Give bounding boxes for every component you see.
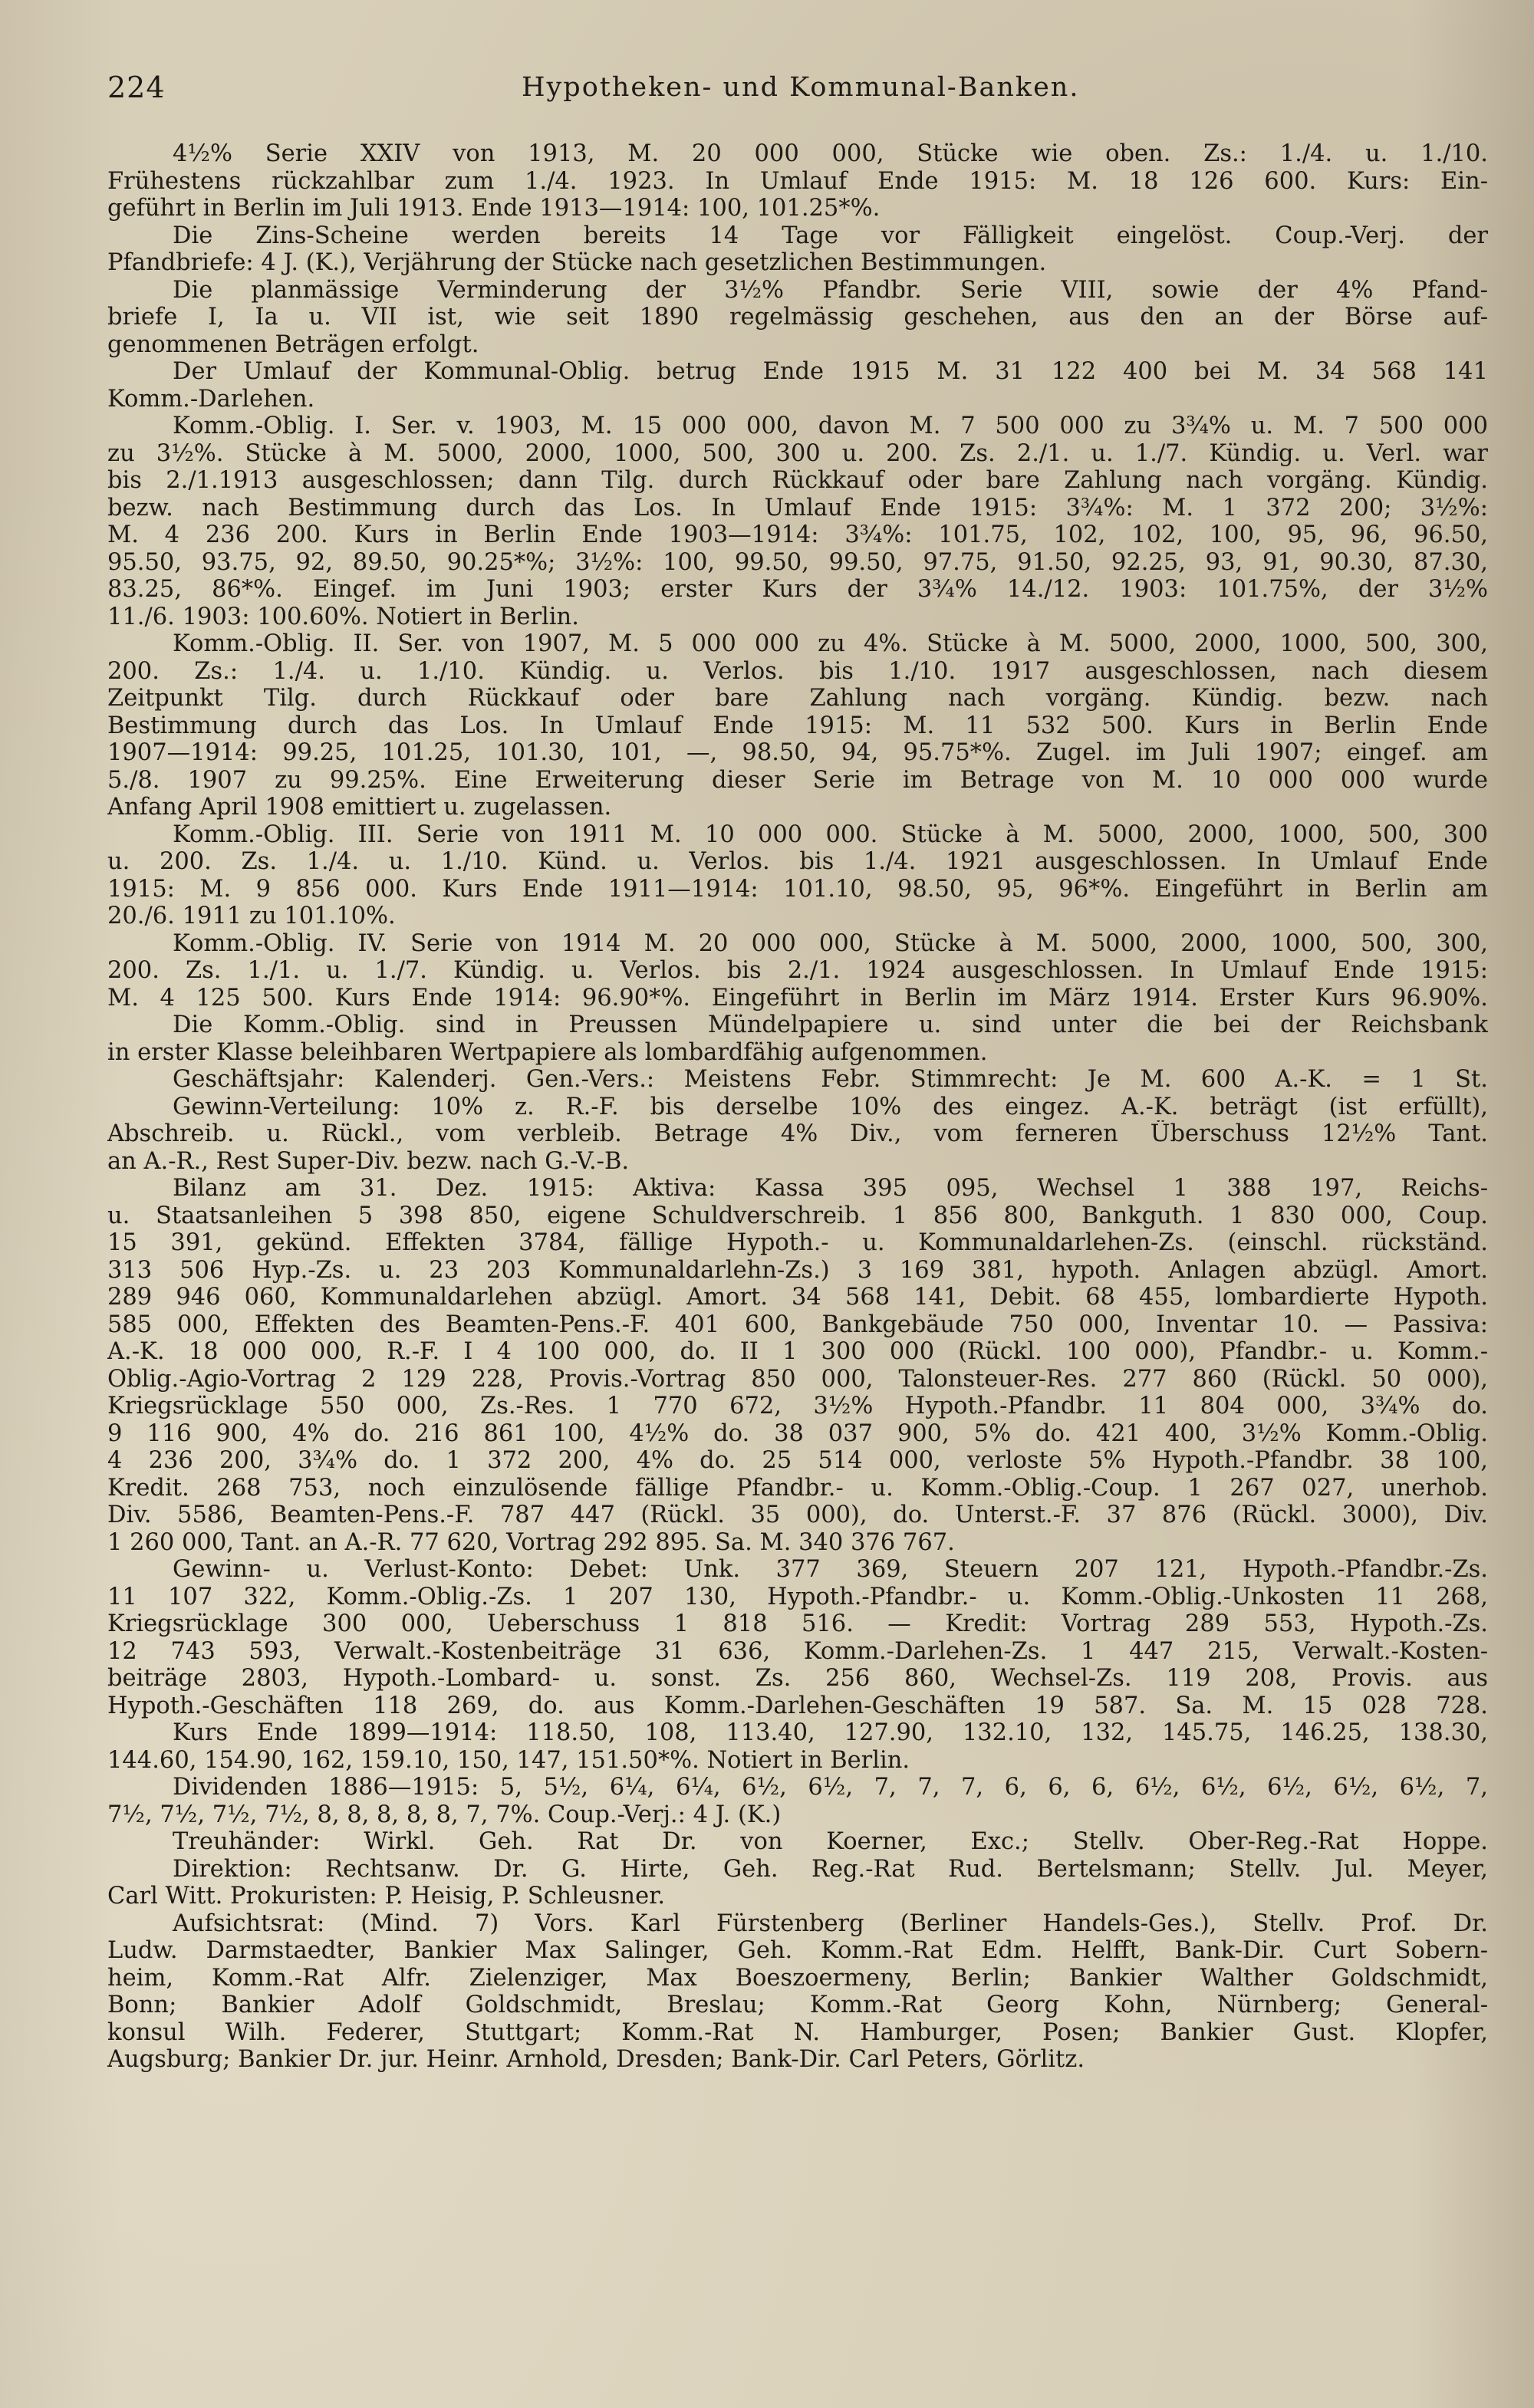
text-line: Die Zins-Scheine werden bereits 14 Tage vor Fälligkeit eingelöst. Coup.-Verj. der (173, 222, 1488, 249)
text-line: Komm.-Oblig. III. Serie von 1911 M. 10 000 000. Stücke à M. 5000, 2000, 1000, 500, 300 (173, 821, 1488, 848)
text-line: Aufsichtsrat: (Mind. 7) Vors. Karl Fürstenberg (Berliner Handels-Ges.), Stellv. Prof. Dr. (173, 1910, 1488, 1937)
text-line: 200. Zs. 1./1. u. 1./7. Kündig. u. Verlos. bis 2./1. 1924 ausgeschlossen. In Umlauf Ende 1915: (107, 957, 1488, 984)
text-line: Ludw. Darmstaedter, Bankier Max Salinger, Geh. Komm.-Rat Edm. Helfft, Bank-Dir. Curt Sobern- (107, 1937, 1488, 1964)
text-line: Bonn; Bankier Adolf Goldschmidt, Breslau; Komm.-Rat Georg Kohn, Nürnberg; General- (107, 1992, 1488, 2018)
text-line: bis 2./1.1913 ausgeschlossen; dann Tilg. durch Rückkauf oder bare Zahlung nach vorgäng. Kündig. (107, 467, 1488, 494)
text-line: Bestimmung durch das Los. In Umlauf Ende 1915: M. 11 532 500. Kurs in Berlin Ende (107, 712, 1488, 739)
text-line: Die Komm.-Oblig. sind in Preussen Mündelpapiere u. sind unter die bei der Reichsbank (173, 1012, 1488, 1038)
page-number: 224 (107, 71, 166, 104)
running-header (107, 71, 1488, 109)
text-line: Der Umlauf der Kommunal-Oblig. betrug Ende 1915 M. 31 122 400 bei M. 34 568 141 (173, 358, 1488, 385)
text-line: 200. Zs.: 1./4. u. 1./10. Kündig. u. Verlos. bis 1./10. 1917 ausgeschlossen, nach diesem (107, 657, 1488, 685)
text-line: Frühestens rückzahlbar zum 1./4. 1923. In Umlauf Ende 1915: M. 18 126 600. Kurs: Ein- (107, 167, 1488, 195)
text-line: 1915: M. 9 856 000. Kurs Ende 1911—1914: 101.10, 98.50, 95, 96*%. Eingeführt in Berlin am (107, 875, 1488, 903)
text-line: 9 116 900, 4% do. 216 861 100, 4½% do. 38 037 900, 5% do. 421 400, 3½% Komm.-Oblig. (107, 1419, 1488, 1447)
text-line: Komm.-Oblig. II. Ser. von 1907, M. 5 000 000 zu 4%. Stücke à M. 5000, 2000, 1000, 500, 300, (173, 630, 1488, 657)
text-line: 5./8. 1907 zu 99.25%. Eine Erweiterung dieser Serie im Betrage von M. 10 000 000 wurde (107, 766, 1488, 794)
running-title: Hypotheken- und Kommunal-Banken. (522, 72, 1080, 103)
text-line: an A.-R., Rest Super-Div. bezw. nach G.-V.-B. (107, 1147, 630, 1175)
document-page (107, 0, 1488, 2408)
text-line: Die planmässige Verminderung der 3½% Pfandbr. Serie VIII, sowie der 4% Pfand- (173, 276, 1488, 304)
text-line: Kurs Ende 1899—1914: 118.50, 108, 113.40, 127.90, 132.10, 132, 145.75, 146.25, 138.30, (173, 1719, 1488, 1746)
text-line: 95.50, 93.75, 92, 89.50, 90.25*%; 3½%: 100, 99.50, 99.50, 97.75, 91.50, 92.25, 93, 91, 90.30, 87.30, (107, 548, 1488, 576)
text-line: 11 107 322, Komm.-Oblig.-Zs. 1 207 130, Hypoth.-Pfandbr.- u. Komm.-Oblig.-Unkosten 11 268, (107, 1583, 1488, 1610)
text-line: 83.25, 86*%. Eingef. im Juni 1903; erster Kurs der 3¾% 14./12. 1903: 101.75%, der 3½% (107, 576, 1488, 603)
text-line: Komm.-Oblig. I. Ser. v. 1903, M. 15 000 000, davon M. 7 500 000 zu 3¾% u. M. 7 500 000 (173, 413, 1488, 439)
text-line: 313 506 Hyp.-Zs. u. 23 203 Kommunaldarlehn-Zs.) 3 169 381, hypoth. Anlagen abzügl. Amort. (107, 1256, 1488, 1284)
text-line: Hypoth.-Geschäften 118 269, do. aus Komm.-Darlehen-Geschäften 19 587. Sa. M. 15 028 728. (107, 1692, 1488, 1719)
text-line: in erster Klasse beleihbaren Wertpapiere als lombardfähig aufgenommen. (107, 1038, 988, 1066)
text-line: Oblig.-Agio-Vortrag 2 129 228, Provis.-Vortrag 850 000, Talonsteuer-Res. 277 860 (Rückl. 50 000), (107, 1365, 1488, 1393)
text-line: Kriegsrücklage 300 000, Ueberschuss 1 818 516. — Kredit: Vortrag 289 553, Hypoth.-Zs. (107, 1610, 1488, 1637)
text-line: Dividenden 1886—1915: 5, 5½, 6¼, 6¼, 6½, 6½, 7, 7, 7, 6, 6, 6, 6½, 6½, 6½, 6½, 6½, 7, (173, 1774, 1488, 1801)
text-line: 4 236 200, 3¾% do. 1 372 200, 4% do. 25 514 000, verloste 5% Hypoth.-Pfandbr. 38 100, (107, 1447, 1488, 1474)
text-line: Komm.-Oblig. IV. Serie von 1914 M. 20 000 000, Stücke à M. 5000, 2000, 1000, 500, 300, (173, 929, 1488, 957)
text-line: genommenen Beträgen erfolgt. (107, 331, 479, 358)
text-line: Carl Witt. Prokuristen: P. Heisig, P. Schleusner. (107, 1883, 666, 1910)
text-line: zu 3½%. Stücke à M. 5000, 2000, 1000, 500, 300 u. 200. Zs. 2./1. u. 1./7. Kündig. u. Verl. war (107, 439, 1488, 467)
text-line: heim, Komm.-Rat Alfr. Zielenziger, Max Boeszoermeny, Berlin; Bankier Walther Goldschmidt, (107, 1964, 1488, 1992)
text-line: Augsburg; Bankier Dr. jur. Heinr. Arnhold, Dresden; Bank-Dir. Carl Peters, Görlitz. (107, 2046, 1085, 2073)
text-line: Komm.-Darlehen. (107, 385, 315, 413)
text-line: u. Staatsanleihen 5 398 850, eigene Schuldverschreib. 1 856 800, Bankguth. 1 830 000, Coup. (107, 1202, 1488, 1229)
body-text (107, 140, 1488, 2074)
text-line: Zeitpunkt Tilg. durch Rückkauf oder bare Zahlung nach vorgäng. Kündig. bezw. nach (107, 685, 1488, 712)
text-line: u. 200. Zs. 1./4. u. 1./10. Künd. u. Verlos. bis 1./4. 1921 ausgeschlossen. In Umlauf Ende (107, 848, 1488, 875)
text-line: 7½, 7½, 7½, 7½, 8, 8, 8, 8, 8, 7, 7%. Coup.-Verj.: 4 J. (K.) (107, 1801, 782, 1828)
text-line: Treuhänder: Wirkl. Geh. Rat Dr. von Koerner, Exc.; Stellv. Ober-Reg.-Rat Hoppe. (173, 1828, 1488, 1855)
text-line: M. 4 125 500. Kurs Ende 1914: 96.90*%. Eingeführt in Berlin im März 1914. Erster Kurs 96.90%. (107, 984, 1488, 1012)
text-line: 585 000, Effekten des Beamten-Pens.-F. 401 600, Bankgebäude 750 000, Inventar 10. — Passiva: (107, 1311, 1488, 1338)
text-line: geführt in Berlin im Juli 1913. Ende 1913—1914: 100, 101.25*%. (107, 195, 881, 222)
text-line: Kriegsrücklage 550 000, Zs.-Res. 1 770 672, 3½% Hypoth.-Pfandbr. 11 804 000, 3¾% do. (107, 1393, 1488, 1419)
text-line: 4½% Serie XXIV von 1913, M. 20 000 000, Stücke wie oben. Zs.: 1./4. u. 1./10. (173, 140, 1488, 167)
text-line: Anfang April 1908 emittiert u. zugelassen. (107, 794, 612, 821)
text-line: 20./6. 1911 zu 101.10%. (107, 903, 396, 929)
text-line: 15 391, gekünd. Effekten 3784, fällige Hypoth.- u. Kommunaldarlehen-Zs. (einschl. rückständ. (107, 1229, 1488, 1256)
text-line: Div. 5586, Beamten-Pens.-F. 787 447 (Rückl. 35 000), do. Unterst.-F. 37 876 (Rückl. 3000), Div. (107, 1502, 1488, 1528)
text-line: 289 946 060, Kommunaldarlehen abzügl. Amort. 34 568 141, Debit. 68 455, lombardierte Hypoth. (107, 1284, 1488, 1311)
text-line: 1907—1914: 99.25, 101.25, 101.30, 101, —, 98.50, 94, 95.75*%. Zugel. im Juli 1907; eingef. am (107, 739, 1488, 766)
text-line: konsul Wilh. Federer, Stuttgart; Komm.-Rat N. Hamburger, Posen; Bankier Gust. Klopfer, (107, 2018, 1488, 2046)
text-line: A.-K. 18 000 000, R.-F. I 4 100 000, do. II 1 300 000 (Rückl. 100 000), Pfandbr.- u. Komm.- (107, 1338, 1488, 1365)
text-line: 11./6. 1903: 100.60%. Notiert in Berlin. (107, 603, 579, 630)
text-line: Gewinn-Verteilung: 10% z. R.-F. bis derselbe 10% des eingez. A.-K. beträgt (ist erfüllt), (173, 1093, 1488, 1120)
text-line: bezw. nach Bestimmung durch das Los. In Umlauf Ende 1915: 3¾%: M. 1 372 200; 3½%: (107, 494, 1488, 521)
text-line: beiträge 2803, Hypoth.-Lombard- u. sonst. Zs. 256 860, Wechsel-Zs. 119 208, Provis. aus (107, 1665, 1488, 1692)
text-line: Gewinn- u. Verlust-Konto: Debet: Unk. 377 369, Steuern 207 121, Hypoth.-Pfandbr.-Zs. (173, 1556, 1488, 1583)
text-line: briefe I, Ia u. VII ist, wie seit 1890 regelmässig geschehen, aus den an der Börse auf- (107, 304, 1488, 331)
text-line: Abschreib. u. Rückl., vom verbleib. Betrage 4% Div., vom ferneren Überschuss 12½% Tant. (107, 1120, 1488, 1147)
text-line: Geschäftsjahr: Kalenderj. Gen.-Vers.: Meistens Febr. Stimmrecht: Je M. 600 A.-K. = 1 St. (173, 1066, 1488, 1093)
text-line: Direktion: Rechtsanw. Dr. G. Hirte, Geh. Reg.-Rat Rud. Bertelsmann; Stellv. Jul. Meyer, (173, 1855, 1488, 1883)
text-line: 12 743 593, Verwalt.-Kostenbeiträge 31 636, Komm.-Darlehen-Zs. 1 447 215, Verwalt.-Kosten- (107, 1637, 1488, 1665)
text-line: 144.60, 154.90, 162, 159.10, 150, 147, 151.50*%. Notiert in Berlin. (107, 1746, 910, 1774)
text-line: M. 4 236 200. Kurs in Berlin Ende 1903—1914: 3¾%: 101.75, 102, 102, 100, 95, 96, 96.50, (107, 521, 1488, 548)
text-line: Pfandbriefe: 4 J. (K.), Verjährung der Stücke nach gesetzlichen Bestimmungen. (107, 249, 1047, 276)
text-line: 1 260 000, Tant. an A.-R. 77 620, Vortrag 292 895. Sa. M. 340 376 767. (107, 1528, 955, 1556)
text-line: Kredit. 268 753, noch einzulösende fällige Pfandbr.- u. Komm.-Oblig.-Coup. 1 267 027, unerhob. (107, 1474, 1488, 1502)
text-line: Bilanz am 31. Dez. 1915: Aktiva: Kassa 395 095, Wechsel 1 388 197, Reichs- (173, 1175, 1488, 1202)
